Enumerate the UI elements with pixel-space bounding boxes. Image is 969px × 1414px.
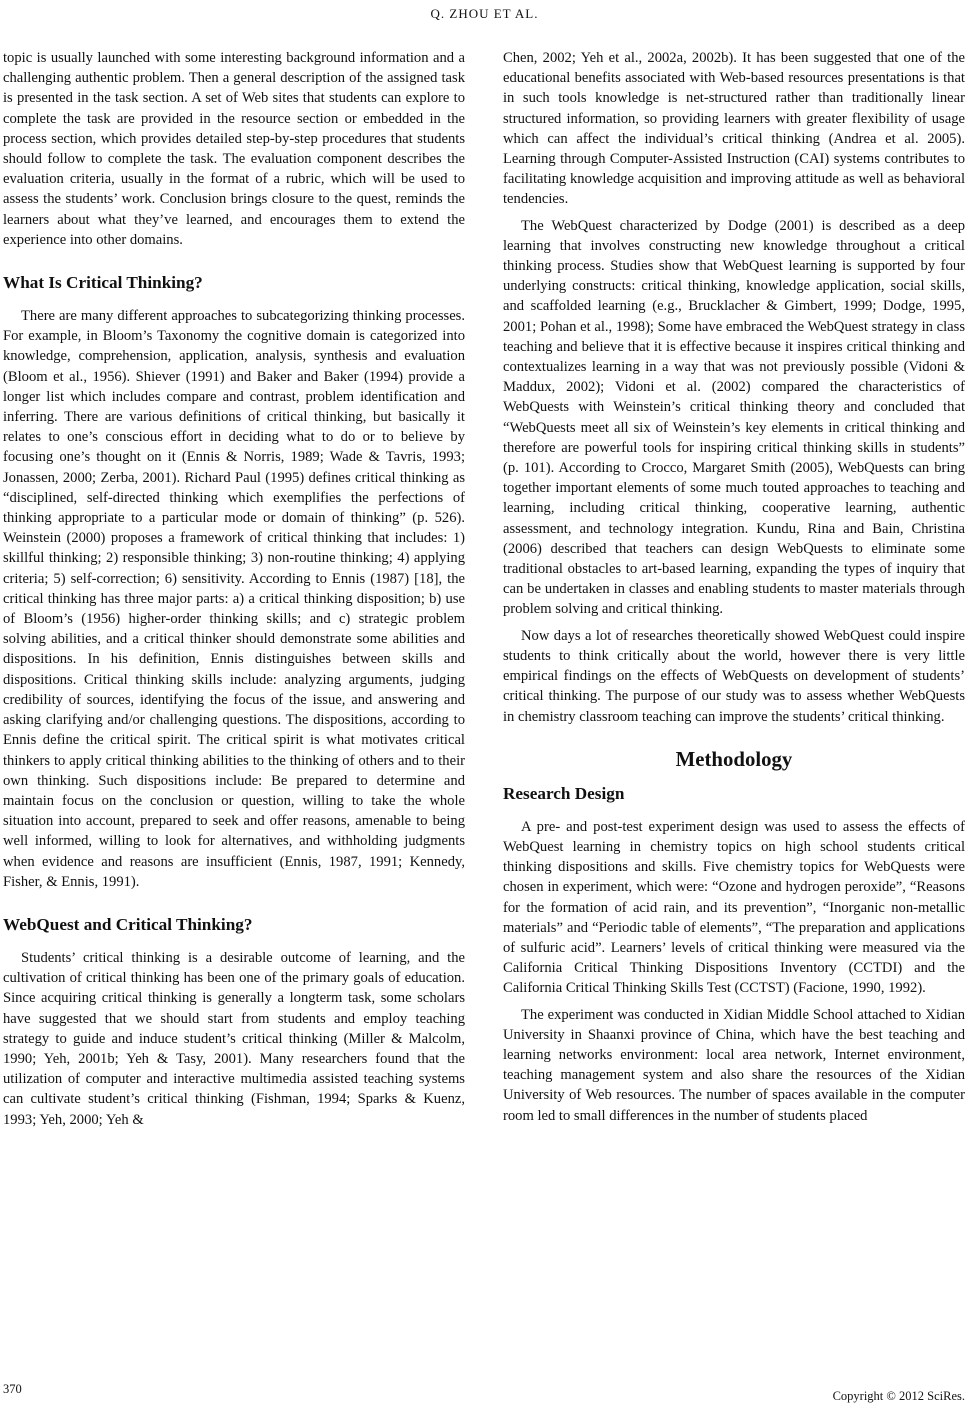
paragraph-critical-thinking: There are many different approaches to subcategorizing thinking processes. For example, in Bloom’s Taxonomy the cognitive domain is categorized into knowledge, comprehension, application, analysis, synthesis and evaluation (Bloom et al., 1956). Shiever (1991) and Baker and Baker (1994) provide a longer list which includes compare and contrast, problem identification and inferring. There are various definitions of critical thinking, but basically it relates to one’s conscious effort in deciding what to do or to believe by focusing one’s thought on it (Ennis & Norris, 1989; Wade & Tavris, 1993; Jonassen, 2000; Zerba, 2001). Richard Paul (1995) defines critical thinking as “disciplined, self-directed thinking which exemplifies the perfections of thinking appropriate to a particular mode or domain of thinking” (p. 526). Weinstein (2000) proposes a framework of critical thinking that includes: 1) skillful thinking; 2) responsible thinking; 3) non-routine thinking; 4) applying criteria; 5) self-correction; 6) sensitivity. According to Ennis (1987) [18], the critical thinking has three major parts: a) a critical thinking disposition; b) use of Bloom’s (1956) higher-order thinking skills; and c) strategic problem solving abilities, and a critical thinker should demonstrate some abilities and dispositions. In his definition, Ennis distinguishes between skills and dispositions. Critical thinking skills include: analyzing arguments, judging credibility of sources, identifying the focus of the issue, and answering and asking clarifying and/or challenging questions. The dispositions, according to Ennis define the critical spirit. The critical spirit is what motivates critical thinkers to apply critical thinking abilities to the thinking of others and to their own thinking. Such dispositions include: Be prepared to determine and maintain focus on the conclusion or question, willing to take the whole situation into account, prepared to seek and offer reasons, amenable to being well informed, willing to look for alternatives, and withholding judgments when evidence and reasons are insufficient (Ennis, 1987, 1991; Kennedy, Fisher, & Ennis, 1991). bbox=[3, 308, 465, 890]
heading-methodology: Methodology bbox=[675, 747, 793, 771]
right-column bbox=[503, 48, 965, 1126]
heading-webquest-critical-thinking: WebQuest and Critical Thinking? bbox=[3, 914, 253, 934]
heading-research-design: Research Design bbox=[503, 783, 625, 803]
paragraph-nowdays: Now days a lot of researches theoretically showed WebQuest could inspire students to think critically about the world, however there is very little empirical findings on the effects of WebQuests on development of students’ critical thinking. The purpose of our study was to assess whether WebQuests in chemistry classroom teaching can improve the students’ critical thinking. bbox=[503, 627, 965, 725]
running-header: Q. ZHOU ET AL. bbox=[430, 6, 539, 21]
copyright-notice: Copyright © 2012 SciRes. bbox=[832, 1389, 965, 1403]
left-column bbox=[3, 48, 465, 1130]
paragraph-webquest: Students’ critical thinking is a desirable outcome of learning, and the cultivation of critical thinking has been one of the primary goals of education. Since acquiring critical thinking is generally a longterm task, some scholars have suggested that we should start from students and employ teaching strategy to guide and induce student’s critical thinking (Miller & Malcolm, 1990; Yeh, 2001b; Yeh & Tasy, 2001). Many researchers found that the utilization of computer and interactive multimedia assisted teaching systems can cultivate student’s critical thinking (Fishman, 1994; Sparks & Kuenz, 1993; Yeh, 2000; Yeh & bbox=[3, 949, 465, 1128]
paragraph-research-design: A pre- and post-test experiment design was used to assess the effects of WebQuest learning in chemistry topics on high school students critical thinking dispositions and skills. Five chemistry topics for WebQuests were chosen in experiment, which were: “Ozone and hydrogen peroxide”, “Reasons for the formation of acid rain, and its prevention”, “Inorganic non-metallic materials” and “Periodic table of elements”, “The preparation and applications of sulfuric acid”. Learners’ levels of critical thinking were measured via the California Critical Thinking Dispositions Inventory (CCTDI) and the California Critical Thinking Skills Test (CCTST) (Facione, 1990, 1992). bbox=[503, 818, 965, 997]
paragraph-xidian: The experiment was conducted in Xidian Middle School attached to Xidian University in Shaanxi province of China, which have the best teaching and learning networks environment: local area network, Internet environment, teaching management system and also share the resources of the Xidian University of Web resources. The number of spaces available in the computer room led to small differences in the number of students placed bbox=[503, 1006, 965, 1124]
paragraph-continuation: Chen, 2002; Yeh et al., 2002a, 2002b). It has been suggested that one of the educational benefits associated with Web-based resources presentations is that in such tools knowledge is net-structured rather than traditionally linear structured information, so providing learners with greater flexibility of usage which can affect the individual’s critical thinking (Andrea et al. 2005). Learning through Computer-Assisted Instruction (CAI) systems contributes to facilitating knowledge acquisition and improving attitude as well as behavioral tendencies. bbox=[503, 50, 965, 208]
paragraph-dodge: The WebQuest characterized by Dodge (2001) is described as a deep learning that involves constructing new knowledge throughout a critical thinking process. Studies show that WebQuest learning is supported by four underlying constructs: critical thinking, knowledge application, social skills, and scaffolded learning (e.g., Brucklacher & Gimbert, 1999; Dodge, 1995, 2001; Pohan et al., 1998); Some have embraced the WebQuest strategy in class teaching and believe that it is effective because it inspires critical thinking and contextualizes learning in a way that was not previously possible (Vidoni & Maddux, 2002); Vidoni et al. (2002) compared the characteristics of WebQuests with Weinstein’s critical thinking theory and concluded that “WebQuests meet all six of Weinstein’s key elements in critical thinking and therefore are powerful tools for inspiring critical thinking skills in students” (p. 101). According to Crocco, Margaret Smith (2005), WebQuests can bring together important elements of some much touted approaches to teaching and learning, including critical thinking, cooperative learning, authentic assessment, and technology integration. Kundu, Rina and Bain, Christina (2006) described that teachers can design WebQuests to eliminate some traditional obstacles to art-based learning, expanding the types of inquiry that can be undertaken in classes and enabling students to master materials through problem solving and critical thinking. bbox=[503, 217, 965, 618]
page-number: 370 bbox=[3, 1382, 22, 1396]
paragraph-intro: topic is usually launched with some interesting background information and a challenging authentic problem. Then a general description of the assigned task is presented in the task section. A set of Web sites that students can explore to complete the task are provided in the resource section or embedded in the process section, which provides detailed step-by-step procedures that students should follow to complete the task. The evaluation component describes the evaluation criteria, usually in the format of a rubric, which will be used to assess the students’ work. Conclusion brings closure to the quest, reminds the learners about what they’ve learned, and encourages them to extend the experience into other domains. bbox=[3, 50, 465, 248]
heading-what-is-critical-thinking: What Is Critical Thinking? bbox=[3, 273, 203, 293]
